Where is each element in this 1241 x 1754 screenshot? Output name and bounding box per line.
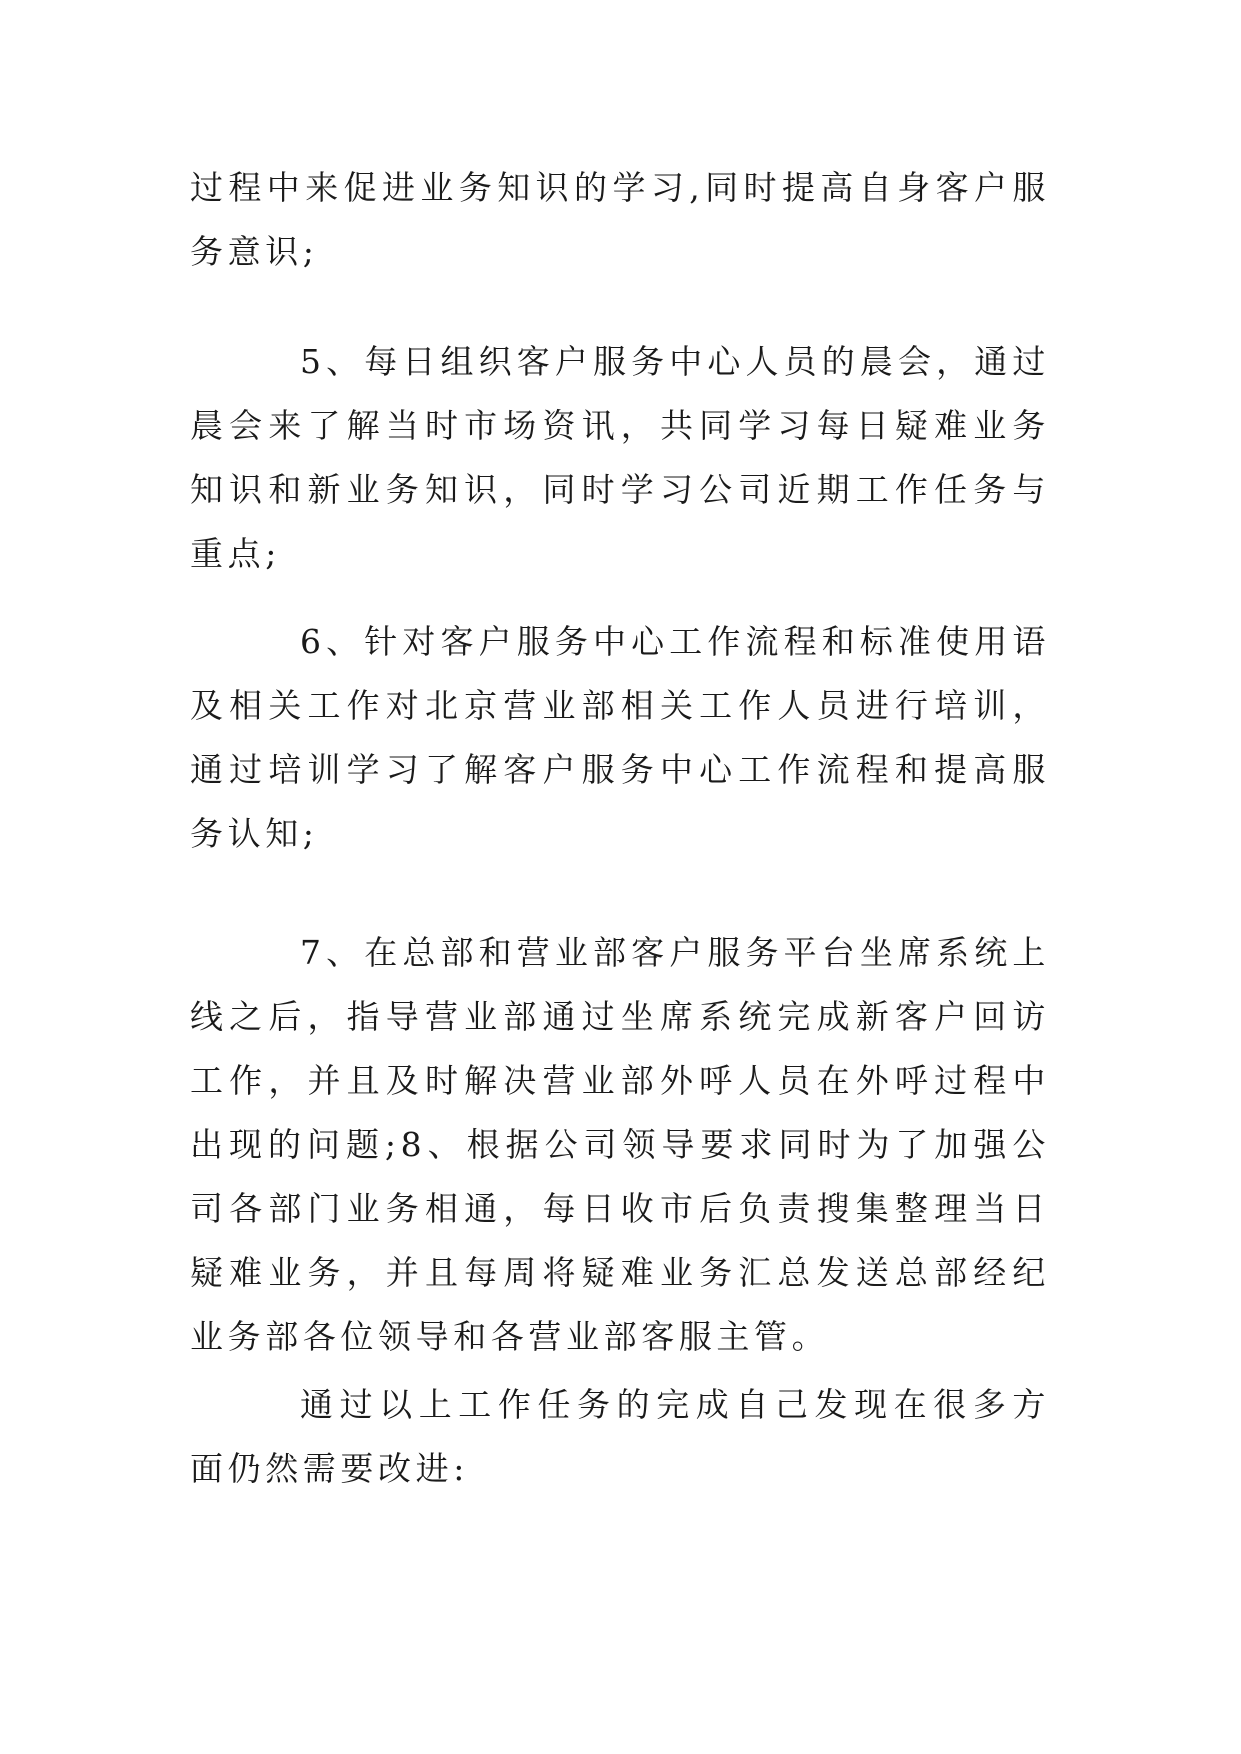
- paragraph-item-5: 5、每日组织客户服务中心人员的晨会，通过晨会来了解当时市场资讯，共同学习每日疑难业务知识和新业务知识，同时学习公司近期工作任务与重点;: [190, 342, 1050, 573]
- paragraph-summary: 通过以上工作任务的完成自己发现在很多方面仍然需要改进:: [190, 1385, 1050, 1488]
- paragraph-item-7-8: 7、在总部和营业部客户服务平台坐席系统上线之后，指导营业部通过坐席系统完成新客户回访工作，并且及时解决营业部外呼人员在外呼过程中出现的问题;8、根据公司领导要求同时为了加强公司各部门业务相通，每日收市后负责搜集整理当日疑难业务，并且每周将疑难业务汇总发送总部经纪业务部各位领导和各营业部客服主管。: [190, 933, 1050, 1356]
- paragraph-item-6: 6、针对客户服务中心工作流程和标准使用语及相关工作对北京营业部相关工作人员进行培训，通过培训学习了解客户服务中心工作流程和提高服务认知;: [190, 622, 1050, 853]
- paragraph-continuation: 过程中来促进业务知识的学习,同时提高自身客户服务意识;: [190, 168, 1050, 271]
